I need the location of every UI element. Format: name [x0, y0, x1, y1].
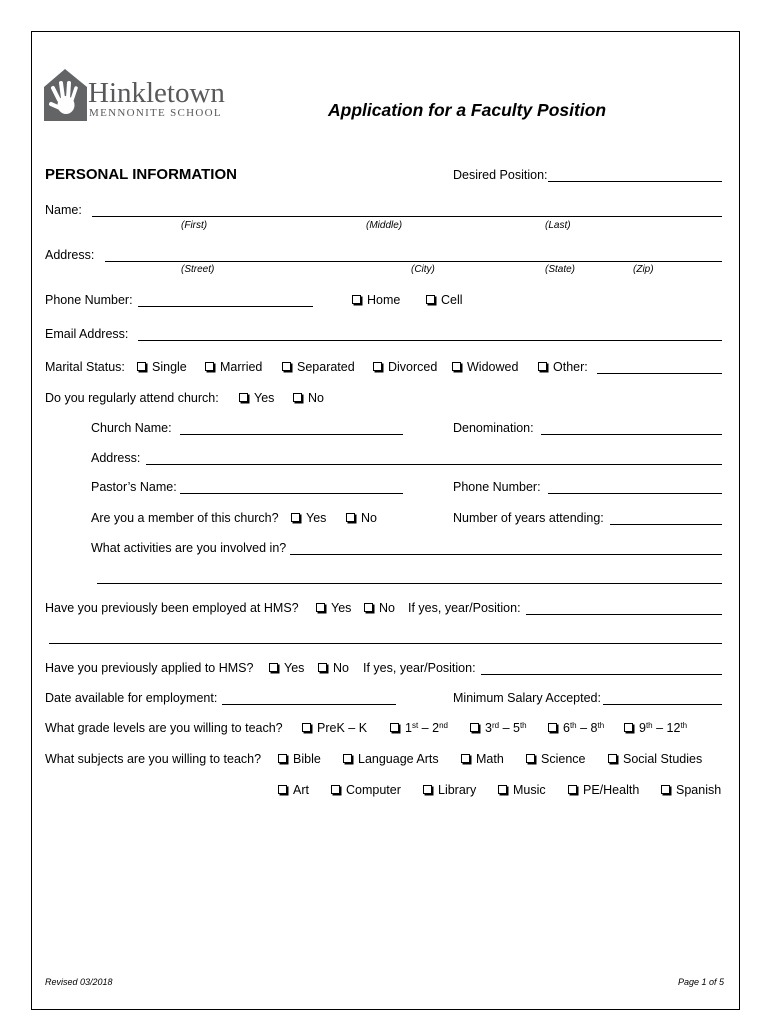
activities-field-continued[interactable]: [97, 583, 722, 584]
employed-at-hms-label: Have you previously been employed at HMS?: [45, 601, 299, 615]
grade-levels-label: What grade levels are you willing to teach?: [45, 721, 283, 735]
grade-from: 1: [405, 721, 412, 735]
desired-position-label: Desired Position:: [453, 168, 548, 182]
checkbox-icon[interactable]: [331, 785, 340, 794]
address-label: Address:: [45, 248, 95, 262]
option-label: [485, 721, 527, 735]
option-label: Divorced: [388, 360, 438, 374]
subject-library-option[interactable]: [423, 783, 476, 797]
phone-cell-option[interactable]: [426, 293, 463, 307]
checkbox-icon[interactable]: [548, 723, 557, 732]
option-label: Widowed: [467, 360, 519, 374]
grade-from: PreK: [317, 721, 345, 735]
subject-science-option[interactable]: [526, 752, 585, 766]
option-label: [405, 721, 448, 735]
checkbox-icon[interactable]: [278, 754, 287, 763]
ordinal-suffix: nd: [439, 721, 448, 730]
ordinal-suffix: th: [569, 721, 577, 730]
checkbox-icon[interactable]: [538, 362, 547, 371]
activities-label: What activities are you involved in?: [91, 541, 287, 555]
city-hint: (City): [411, 264, 435, 275]
option-label: Other:: [553, 360, 588, 374]
ordinal-suffix: th: [519, 721, 527, 730]
option-label: No: [361, 511, 377, 525]
date-available-field[interactable]: [222, 704, 396, 705]
house-hand-icon: [44, 69, 87, 121]
ordinal-suffix: th: [597, 721, 605, 730]
applied-no-option[interactable]: [318, 661, 349, 675]
church-phone-label: Phone Number:: [453, 480, 541, 494]
name-field[interactable]: [92, 216, 722, 217]
option-label: Spanish: [676, 783, 722, 797]
attends-church-label: Do you regularly attend church:: [45, 391, 219, 405]
desired-position-field[interactable]: [548, 181, 722, 182]
grade-6-8-option[interactable]: [548, 721, 604, 735]
denomination-field[interactable]: [541, 434, 722, 435]
option-label: Art: [293, 783, 309, 797]
option-label: Home: [367, 293, 401, 307]
applied-to-hms-label: Have you previously applied to HMS?: [45, 661, 254, 675]
middle-name-hint: (Middle): [366, 220, 403, 231]
grade-from: 9: [639, 721, 646, 735]
church-address-field[interactable]: [146, 464, 722, 465]
marital-separated-option[interactable]: [282, 360, 355, 374]
ordinal-suffix: st: [411, 721, 419, 730]
attends-church-no-option[interactable]: [293, 391, 324, 405]
option-label: Single: [152, 360, 187, 374]
section-heading: PERSONAL INFORMATION: [45, 166, 237, 183]
church-member-no-option[interactable]: [346, 511, 377, 525]
checkbox-icon[interactable]: [302, 723, 311, 732]
grade-from: 3: [485, 721, 492, 735]
grade-to: 12: [666, 721, 681, 735]
attends-church-yes-option[interactable]: [239, 391, 274, 405]
marital-other-option[interactable]: [538, 360, 588, 374]
option-label: Bible: [293, 752, 321, 766]
marital-other-field[interactable]: [597, 373, 722, 374]
grade-from: 6: [563, 721, 570, 735]
checkbox-icon[interactable]: [293, 393, 302, 402]
church-address-label: Address:: [91, 451, 141, 465]
first-name-hint: (First): [181, 220, 208, 231]
church-member-label: Are you a member of this church?: [91, 511, 279, 525]
marital-status-label: Marital Status:: [45, 360, 125, 374]
checkbox-icon[interactable]: [316, 603, 325, 612]
option-label: Science: [541, 752, 586, 766]
address-field[interactable]: [105, 261, 722, 262]
subject-computer-option[interactable]: [331, 783, 401, 797]
option-label: Library: [438, 783, 477, 797]
option-label: [317, 721, 367, 735]
subjects-label: What subjects are you willing to teach?: [45, 752, 262, 766]
email-field[interactable]: [138, 340, 722, 341]
checkbox-icon[interactable]: [373, 362, 382, 371]
subject-spanish-option[interactable]: [661, 783, 721, 797]
employed-no-option[interactable]: [364, 601, 395, 615]
church-name-field[interactable]: [180, 434, 403, 435]
grade-prek-k-option[interactable]: [302, 721, 367, 735]
subject-bible-option[interactable]: [278, 752, 321, 766]
marital-divorced-option[interactable]: [373, 360, 437, 374]
checkbox-icon[interactable]: [452, 362, 461, 371]
grade-dash: –: [502, 721, 510, 735]
grade-dash: –: [656, 721, 664, 735]
employed-yes-option[interactable]: [316, 601, 351, 615]
checkbox-icon[interactable]: [461, 754, 470, 763]
grade-to: 5: [513, 721, 520, 735]
grade-dash: –: [348, 721, 356, 735]
ordinal-suffix: th: [680, 721, 688, 730]
checkbox-icon[interactable]: [282, 362, 291, 371]
employed-followup-field-continued[interactable]: [49, 643, 722, 644]
checkbox-icon[interactable]: [624, 723, 633, 732]
option-label: Language Arts: [358, 752, 439, 766]
subject-language-arts-option[interactable]: [343, 752, 439, 766]
checkbox-icon[interactable]: [343, 754, 352, 763]
option-label: Math: [476, 752, 504, 766]
checkbox-icon[interactable]: [568, 785, 577, 794]
option-label: [563, 721, 604, 735]
subject-math-option[interactable]: [461, 752, 504, 766]
phone-home-option[interactable]: [352, 293, 400, 307]
subject-pe-health-option[interactable]: [568, 783, 639, 797]
checkbox-icon[interactable]: [470, 723, 479, 732]
last-name-hint: (Last): [545, 220, 571, 231]
option-label: PE/Health: [583, 783, 640, 797]
denomination-label: Denomination:: [453, 421, 534, 435]
state-hint: (State): [545, 264, 576, 275]
school-subtitle: MENNONITE SCHOOL: [89, 107, 222, 119]
minimum-salary-label: Minimum Salary Accepted:: [453, 691, 601, 705]
checkbox-icon[interactable]: [137, 362, 146, 371]
option-label: Cell: [441, 293, 463, 307]
checkbox-icon[interactable]: [661, 785, 670, 794]
phone-field[interactable]: [138, 306, 313, 307]
date-available-label: Date available for employment:: [45, 691, 218, 705]
checkbox-icon[interactable]: [526, 754, 535, 763]
applied-followup-label: If yes, year/Position:: [363, 661, 476, 675]
checkbox-icon[interactable]: [318, 663, 327, 672]
subject-social-studies-option[interactable]: [608, 752, 702, 766]
checkbox-icon[interactable]: [426, 295, 435, 304]
grade-dash: –: [580, 721, 588, 735]
checkbox-icon[interactable]: [608, 754, 617, 763]
employed-followup-field[interactable]: [526, 614, 722, 615]
option-label: Separated: [297, 360, 355, 374]
checkbox-icon[interactable]: [390, 723, 399, 732]
applied-followup-field[interactable]: [481, 674, 722, 675]
school-name: Hinkletown: [88, 77, 225, 109]
page-number: Page 1 of 5: [677, 977, 724, 987]
pastor-name-field[interactable]: [180, 493, 403, 494]
grade-to: 8: [590, 721, 598, 735]
grade-to: K: [358, 721, 368, 735]
school-logo: [44, 69, 87, 121]
checkbox-icon[interactable]: [423, 785, 432, 794]
email-label: Email Address:: [45, 327, 129, 341]
option-label: Yes: [306, 511, 327, 525]
option-label: Yes: [331, 601, 352, 615]
years-attending-label: Number of years attending:: [453, 511, 604, 525]
option-label: Married: [220, 360, 263, 374]
checkbox-icon[interactable]: [352, 295, 361, 304]
option-label: Computer: [346, 783, 401, 797]
zip-hint: (Zip): [633, 264, 654, 275]
church-phone-field[interactable]: [548, 493, 722, 494]
grade-1-2-option[interactable]: [390, 721, 448, 735]
option-label: No: [379, 601, 395, 615]
grade-dash: –: [421, 721, 429, 735]
option-label: Music: [513, 783, 546, 797]
employed-followup-label: If yes, year/Position:: [408, 601, 521, 615]
marital-single-option[interactable]: [137, 360, 187, 374]
subject-music-option[interactable]: [498, 783, 546, 797]
revision-date: Revised 03/2018: [45, 977, 113, 987]
checkbox-icon[interactable]: [364, 603, 373, 612]
option-label: Social Studies: [623, 752, 703, 766]
subject-art-option[interactable]: [278, 783, 309, 797]
option-label: Yes: [284, 661, 305, 675]
ordinal-suffix: th: [645, 721, 653, 730]
checkbox-icon[interactable]: [269, 663, 278, 672]
checkbox-icon[interactable]: [205, 362, 214, 371]
grade-9-12-option[interactable]: [624, 721, 687, 735]
option-label: No: [333, 661, 349, 675]
page-title: Application for a Faculty Position: [328, 100, 607, 120]
pastor-name-label: Pastor’s Name:: [91, 480, 177, 494]
checkbox-icon[interactable]: [498, 785, 507, 794]
minimum-salary-field[interactable]: [603, 704, 722, 705]
grade-to: 2: [432, 721, 440, 735]
option-label: Yes: [254, 391, 275, 405]
marital-widowed-option[interactable]: [452, 360, 518, 374]
phone-label: Phone Number:: [45, 293, 133, 307]
street-hint: (Street): [181, 264, 215, 275]
checkbox-icon[interactable]: [346, 513, 355, 522]
option-label: No: [308, 391, 324, 405]
years-attending-field[interactable]: [610, 524, 722, 525]
checkbox-icon[interactable]: [239, 393, 248, 402]
ordinal-suffix: rd: [491, 721, 500, 730]
church-member-yes-option[interactable]: [291, 511, 326, 525]
marital-married-option[interactable]: [205, 360, 262, 374]
checkbox-icon[interactable]: [278, 785, 287, 794]
activities-field[interactable]: [290, 554, 722, 555]
checkbox-icon[interactable]: [291, 513, 300, 522]
option-label: [639, 721, 687, 735]
church-name-label: Church Name:: [91, 421, 172, 435]
name-label: Name:: [45, 203, 82, 217]
grade-3-5-option[interactable]: [470, 721, 527, 735]
applied-yes-option[interactable]: [269, 661, 304, 675]
